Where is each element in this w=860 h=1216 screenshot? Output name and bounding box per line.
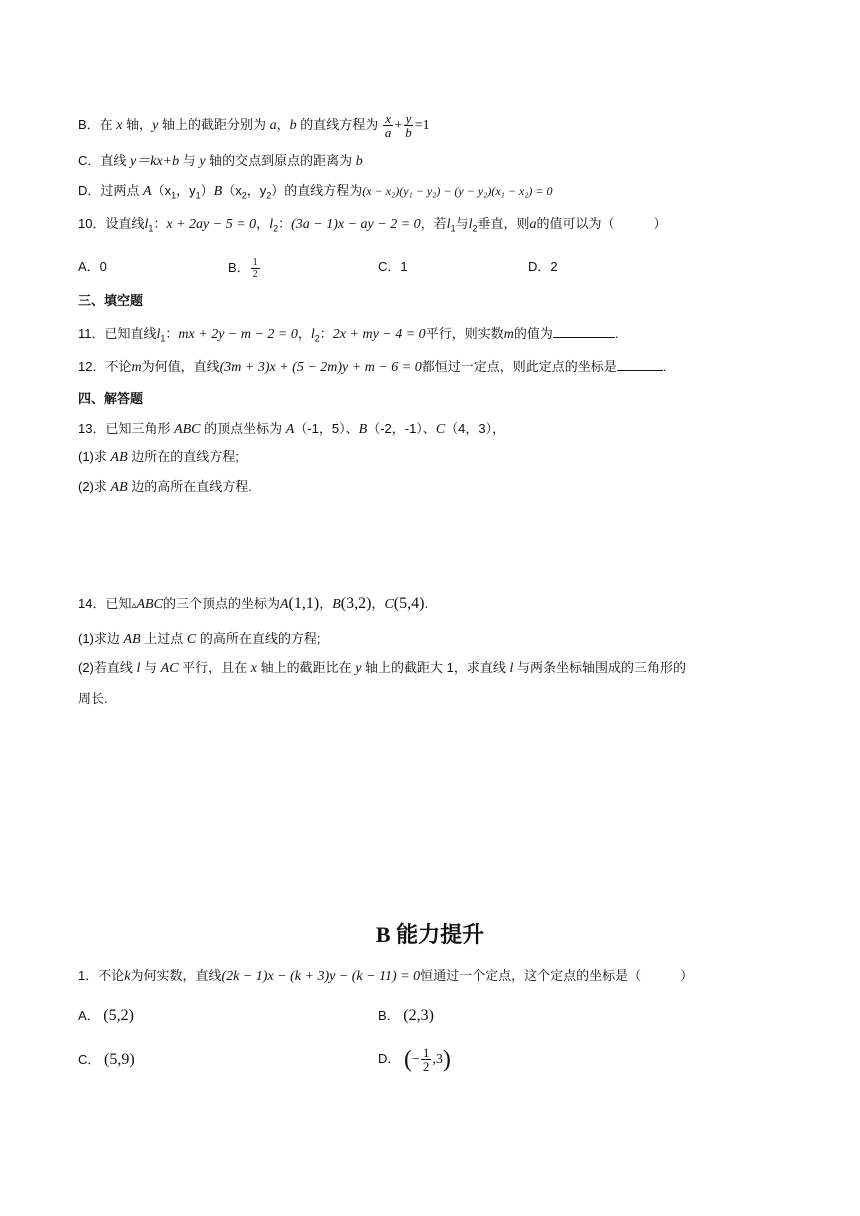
fraction-one-half (251, 257, 260, 280)
text: ： (278, 216, 292, 231)
numerator: x (385, 111, 391, 126)
value: (5,9) (104, 1051, 135, 1068)
text: 轴上的截距大 1，求直线 (361, 660, 510, 675)
text: 与 (455, 216, 469, 231)
coord-b: (3,2) (340, 595, 372, 612)
sub: 2 (241, 190, 247, 201)
text: 为何值，直线 (141, 359, 220, 374)
text: 轴上的截距分别为 (158, 116, 270, 132)
text: ： (165, 326, 179, 341)
formula: (x − x₂)(y₁ − y₂) − (y − y₂)(x₁ − x₂) = 0 (362, 184, 553, 198)
point-a: A (143, 184, 152, 199)
sub: 1 (171, 190, 177, 201)
point-c: C (186, 632, 197, 647)
equation-l1: mx + 2y − m − 2 = 0 (178, 327, 298, 342)
text: 的高所在直线的方程; (196, 631, 321, 646)
text: ， (371, 596, 385, 611)
section-heading-solve: 四、解答题 (78, 391, 144, 406)
sub: 2 (266, 190, 272, 201)
text: B．在 (78, 116, 117, 132)
text: 的顶点坐标为 (200, 421, 286, 436)
left-paren: ( (404, 1046, 413, 1073)
text: 上过点 (140, 631, 187, 646)
text: ，若 (420, 216, 447, 231)
value: (5,2) (103, 1007, 134, 1024)
plus-sign: + (394, 117, 403, 133)
numerator: 1 (422, 1045, 430, 1060)
text: 轴的交点到原点的距离为 (205, 153, 356, 168)
text: ， (319, 596, 333, 611)
text: ） (200, 183, 214, 198)
text: （4，3）， (445, 421, 506, 436)
q13-stem (78, 419, 790, 440)
triangle-symbol: ▵ (131, 600, 137, 611)
text: 1．不论 (78, 968, 125, 983)
equation: (2k − 1)x − (k + 3)y − (k − 11) = 0 (221, 969, 421, 984)
var-y: y (152, 117, 159, 133)
coord-c: (5,4) (393, 595, 425, 612)
text: 与 (140, 660, 161, 675)
q10-stem (78, 214, 790, 239)
var-y: y (199, 154, 206, 169)
segment-ab: AB (110, 480, 128, 495)
equation: (3m + 3)x + (5 − 2m)y + m − 6 = 0 (219, 360, 422, 375)
sub: 1 (160, 333, 166, 344)
sub: 1 (148, 223, 154, 234)
var-l: l (269, 217, 274, 232)
b-q1-stem (78, 966, 790, 987)
var-l: l (156, 327, 161, 342)
text: ，y (176, 183, 196, 198)
text: 为何实数，直线 (130, 968, 222, 983)
formula: y＝kx+b (130, 154, 180, 169)
var-m: m (131, 360, 142, 375)
q12-stem (78, 356, 790, 378)
q10-option-b (228, 257, 261, 280)
var-y: y (355, 661, 362, 676)
segment-ab: AB (123, 632, 141, 647)
var-k: k (124, 969, 131, 984)
var-l: l (509, 661, 514, 676)
b-q1-option-d (378, 1046, 451, 1073)
text: D．过两点 (78, 183, 144, 198)
text: （-2，-1）、 (367, 421, 436, 436)
equation-l2: (3a − 1)x − ay − 2 = 0 (291, 217, 421, 232)
text: 平行，则实数 (425, 326, 504, 341)
coord-a: (1,1) (288, 595, 320, 612)
text: (1)求 (78, 449, 111, 464)
label: B． (378, 1008, 400, 1023)
label: B． (228, 259, 250, 275)
text: (1)求边 (78, 631, 124, 646)
text: 14．已知 (78, 596, 132, 611)
value: ,3 (432, 1051, 443, 1067)
value: (2,3) (403, 1007, 434, 1024)
q10-option-d: D．2 (528, 259, 558, 274)
q14-part-2 (78, 658, 790, 679)
q11-stem (78, 323, 790, 349)
point-b: B (213, 184, 223, 199)
numerator: y (405, 111, 412, 126)
text: ，y (246, 183, 267, 198)
text: 的直线方程为 (284, 183, 363, 198)
text: 边所在的直线方程; (127, 449, 239, 464)
text: （-1，5）、 (294, 421, 359, 436)
section-heading-fill-in: 三、填空题 (78, 293, 144, 308)
text: ： (153, 216, 167, 231)
triangle-abc: ABC (174, 422, 201, 437)
numerator: 1 (252, 257, 258, 268)
sub: 2 (472, 223, 478, 234)
text: （x (151, 183, 172, 198)
text: 垂直，则 (477, 216, 530, 231)
label: C． (78, 1052, 101, 1067)
fraction-y-over-b (403, 112, 414, 139)
sub: 1 (450, 223, 456, 234)
q9-option-d (78, 181, 790, 206)
var-b: b (355, 154, 363, 169)
text: (2)求 (78, 479, 111, 494)
point-b: B (332, 597, 341, 612)
text: ， (276, 116, 290, 132)
q13-part-1 (78, 447, 790, 468)
var-b: b (289, 117, 297, 133)
sub: 2 (273, 223, 279, 234)
text: 10．设直线 (78, 216, 145, 231)
point-c: C (435, 422, 446, 437)
b-q1-option-c (78, 1050, 135, 1070)
equation-l1: x + 2ay − 5 = 0 (166, 217, 257, 232)
right-paren: ) (442, 1046, 451, 1073)
text: 轴， (122, 116, 153, 132)
q14-part-1 (78, 629, 790, 650)
text: 11．已知直线 (78, 326, 157, 341)
q10-option-a: A．0 (78, 259, 107, 274)
q13-part-2 (78, 477, 790, 498)
point-b: B (358, 422, 368, 437)
text: 12．不论 (78, 359, 132, 374)
text: . (662, 359, 667, 374)
b-q1-option-a (78, 1006, 134, 1026)
var-x: x (250, 661, 257, 676)
q14-part-2-continued: 周长. (78, 691, 108, 706)
var-l: l (446, 217, 451, 232)
var-a: a (529, 217, 537, 232)
text: . (614, 326, 619, 341)
text: 的三个顶点的坐标为 (162, 596, 280, 611)
denominator: a (384, 125, 392, 140)
text: C．直线 (78, 153, 131, 168)
segment-ac: AC (160, 661, 179, 676)
q14-stem (78, 594, 790, 616)
text: 与两条坐标轴围成的三角形的 (513, 660, 687, 675)
triangle-abc: ABC (136, 597, 163, 612)
var-m: m (503, 327, 514, 342)
q10-option-c: C．1 (378, 259, 408, 274)
text: 与 (179, 153, 200, 168)
equals-one: =1 (414, 117, 430, 133)
var-l: l (144, 217, 149, 232)
text: 边的高所在直线方程. (127, 479, 252, 494)
text: 13．已知三角形 (78, 421, 175, 436)
section-title-b: B 能力提升 (375, 922, 485, 947)
q9-option-b (78, 112, 790, 139)
point-a: A (279, 597, 289, 612)
text: 都恒过一定点，则此定点的坐标是 (421, 359, 617, 374)
answer-blank[interactable] (617, 356, 663, 371)
fraction-one-half (421, 1046, 432, 1073)
b-q1-option-b (378, 1006, 434, 1026)
text: 轴上的截距比在 (256, 660, 356, 675)
denominator: b (405, 125, 412, 140)
fraction-x-over-a (383, 112, 394, 139)
segment-ab: AB (110, 450, 128, 465)
var-x: x (116, 117, 123, 133)
text: ， (297, 326, 311, 341)
answer-blank[interactable] (553, 323, 615, 338)
sub: 1 (195, 190, 201, 201)
var-a: a (269, 117, 277, 133)
sub: 2 (314, 333, 320, 344)
text: 恒通过一个定点，这个定点的坐标是（ ） (420, 968, 694, 983)
equation-l2: 2x + my − 4 = 0 (332, 327, 426, 342)
text: ： (319, 326, 333, 341)
point-c: C (384, 597, 394, 612)
text: （x (222, 183, 242, 198)
text: ） (271, 183, 285, 198)
denominator: 2 (422, 1059, 430, 1074)
q9-option-c (78, 151, 790, 172)
text: . (424, 596, 429, 611)
text: (2)若直线 (78, 660, 137, 675)
text: 平行，且在 (178, 660, 251, 675)
denominator: 2 (252, 269, 258, 280)
var-l: l (468, 217, 473, 232)
label: D． (378, 1050, 401, 1066)
var-l: l (310, 327, 315, 342)
var-l: l (136, 661, 141, 676)
text: 的直线方程为 (296, 116, 379, 132)
point-a: A (285, 422, 295, 437)
label: A． (78, 1008, 100, 1023)
text: 的值可以为（ ） (536, 216, 667, 231)
minus-sign: − (412, 1051, 420, 1067)
text: 的值为 (513, 326, 553, 341)
text: ， (256, 216, 270, 231)
